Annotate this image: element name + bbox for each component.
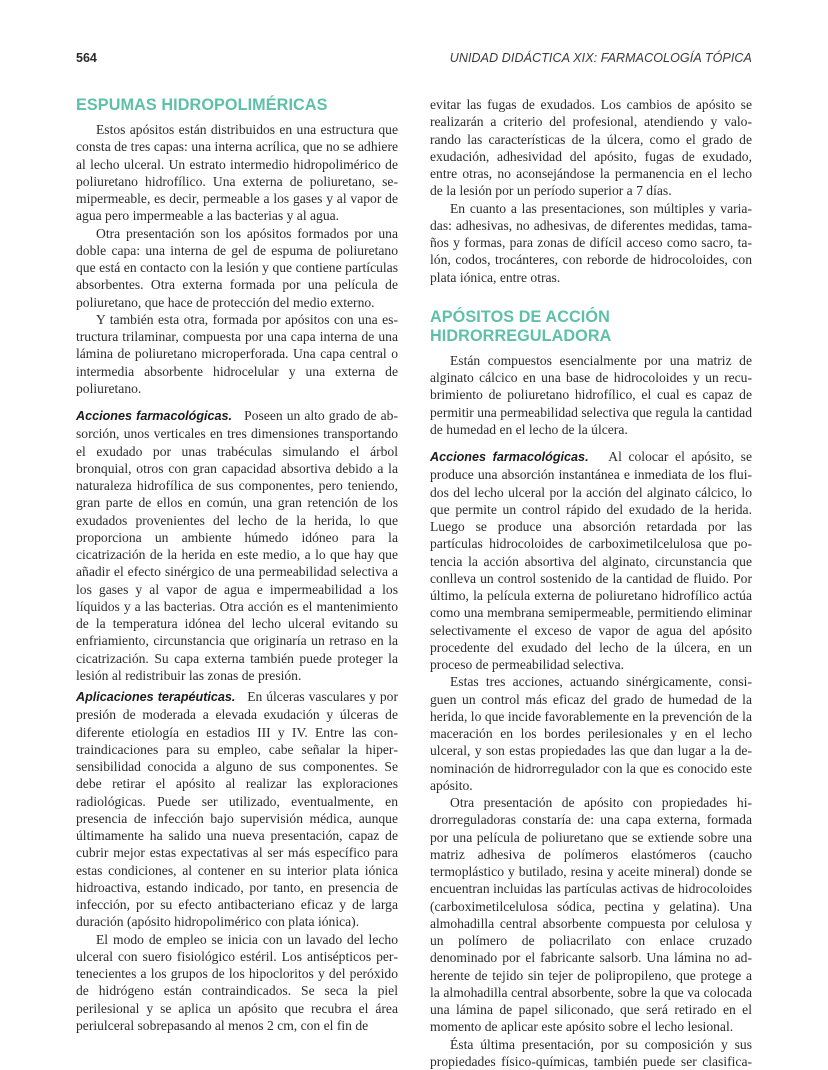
paragraph-text: En úlceras vasculares y por presión de moderada a elevada exudación y úlceras de diferente etiología en estadios III y IV. Entre las contraindicaciones para su empleo, cabe señalar la hipersensibilidad conocida a alguno de sus componentes. Se debe retirar el apósito al realizar las exploraciones radiológicas. Puede ser utilizado, eventualmente, en presencia de infección bajo supervisión médica, aunque últimamente ha salido una nueva presentación, capaz de cubrir mejor estas expectativas al ser más específico para estas condiciones, al contener en su interior plata iónica hidroactiva, estando indicado, por tanto, en presencia de infección, por su efecto antibacteriano eficaz y de larga duración (apósito hidropolimérico con plata iónica). (76, 689, 398, 929)
paragraph: Ésta última presentación, por su composición y sus propiedades físico-químicas, también puede ser clasifica- (430, 1036, 752, 1070)
spacer (430, 286, 752, 308)
heading-line: HIDRORREGULADORA (430, 327, 611, 345)
heading-line: APÓSITOS DE ACCIÓN (430, 308, 610, 326)
paragraph: Están compuestos esencialmente por una matriz de alginato cálcico en una base de hidrocoloides y un recubrimiento de poliuretano hidrofílico, el cual es capaz de permitir una permeabilidad selectiva que regula la cantidad de humedad en el lecho de la úlcera. (430, 352, 752, 438)
paragraph-aplicaciones (76, 688, 398, 931)
spacer (430, 438, 752, 448)
paragraph: Estas tres acciones, actuando sinérgicamente, consiguen un control más eficaz del grado de humedad de la herida, lo que incide favorablemente en la prevención de la maceración en los bordes perilesionales y en el lecho ulceral, y son estas propiedades las que dan lugar a la denominación de hidrorregulador con la que es conocido este apósito. (430, 673, 752, 794)
run-in-heading: Aplicaciones terapéuticas. (76, 690, 235, 704)
running-head: UNIDAD DIDÁCTICA XIX: FARMACOLOGÍA TÓPICA (450, 51, 752, 65)
paragraph: Otra presentación de apósito con propiedades hidrorreguladoras constaría de: una capa externa, formada por una película de poliuretano que se extiende sobre una matriz adhesiva de polímeros elastómeros (caucho termoplástico y butilado, resina y aceite mineral) donde se encuentran incluidas las partículas activas de hidrocoloides (carboximetilcelulosa sódica, pectina y gelatina). Una almohadilla central absorbente compuesta por celulosa y un polímero de poliacrilato con enlace cruzado denominado por el fabricante salsorb. Una lámina no adherente de tejido sin tejer de polipropileno, que protege a la almohadilla central absorbente, sobre la que va colocada una lámina de papel siliconado, que será retirado en el momento de aplicar este apósito sobre el lecho lesional. (430, 794, 752, 1036)
paragraph-continuation: evitar las fugas de exudados. Los cambios de apósito se realizarán a criterio del profesional, atendiendo y valorando las características de la úlcera, como el grado de exudación, adhesividad del apósito, fugas de exudado, entre otras, no aconsejándose la permanencia en el lecho de la lesión por un período superior a 7 días. (430, 96, 752, 200)
paragraph-text: Al colocar el apósito, se produce una absorción instantánea e inmediata de los fluidos del lecho ulceral por la acción del alginato cálcico, lo que permite un control rápido del exudado de la herida. Luego se produce una absorción retardada por las partículas hidrocoloides de carboximetilcelulosa que potencia la acción absortiva del alginato, circunstancia que conlleva un control sostenido de la cantidad de fluido. Por último, la película externa de poliuretano hidrofílico actúa como una membrana semipermeable, permitiendo eliminar selectivamente el exceso de vapor de agua del apósito procedente del exudado del lecho de la úlcera, en un proceso de permeabilidad selectiva. (430, 449, 752, 672)
paragraph: El modo de empleo se inicia con un lavado del lecho ulceral con suero fisiológico estéril. Los antisépticos pertenecientes a los grupos de los hipocloritos y del peróxido de hidrógeno están contraindicados. Se seca la piel perilesional y se aplica un apósito que recubra el área periulceral sobrepasando al menos 2 cm, con el fin de (76, 931, 398, 1035)
page-number: 564 (76, 51, 97, 65)
paragraph-acciones (430, 448, 752, 673)
paragraph-text: Poseen un alto grado de absorción, unos verticales en tres dimensiones transportando el exudado por unas trabéculas simulando el árbol bronquial, otros con gran capacidad absortiva debido a la naturaleza hidrofílica de sus componentes, pero teniendo, gran parte de ellos en común, una gran retención de los exudados provenientes del lecho de la herida, lo que proporciona un ambiente húmedo idóneo para la cicatrización de la herida en este medio, a lo que hay que añadir el efecto sinérgico de una permeabilidad selectiva a los gases y al vapor de agua e impermeabilidad a los líquidos y a las bacterias. Otra acción es el mantenimiento de la temperatura idónea del lecho ulceral evitando su enfriamiento, circunstancia que originaría un retraso en la cicatrización. Su capa externa también puede proteger la lesión al redistribuir las zonas de presión. (76, 408, 398, 683)
paragraph: Otra presentación son los apósitos formados por una doble capa: una interna de gel de espuma de poliuretano que está en contacto con la lesión y que contiene partículas absorbentes. Otra externa formada por una película de poliuretano, que hace de protección del medio externo. (76, 225, 398, 311)
section-heading-espumas: ESPUMAS HIDROPOLIMÉRICAS (76, 96, 398, 115)
paragraph: Estos apósitos están distribuidos en una estructura que consta de tres capas: una interna acrílica, que no se adhiere al lecho ulceral. Un estrato intermedio hidropolimérico de poliuretano hidrofílico. Una externa de poliuretano, semipermeable, es decir, permeable a los gases y al vapor de agua pero impermeable a las bacterias y al agua. (76, 121, 398, 225)
left-column (76, 96, 398, 1034)
run-in-heading: Acciones farmacológicas. (430, 450, 589, 464)
right-column (430, 96, 752, 1070)
paragraph-acciones (76, 407, 398, 684)
paragraph: En cuanto a las presentaciones, son múltiples y variadas: adhesivas, no adhesivas, de diferentes medidas, tamaños y formas, para zonas de difícil acceso como sacro, talón, codos, trocánteres, con reborde de hidrocoloides, con plata iónica, entre otras. (430, 200, 752, 286)
paragraph: Y también esta otra, formada por apósitos con una estructura trilaminar, compuesta por una capa interna de una lámina de poliuretano microperforada. Una capa central o intermedia absorbente hidrocelular y una externa de poliuretano. (76, 311, 398, 397)
spacer (76, 397, 398, 407)
run-in-heading: Acciones farmacológicas. (76, 409, 232, 423)
section-heading-hidrorreguladora (430, 308, 752, 346)
